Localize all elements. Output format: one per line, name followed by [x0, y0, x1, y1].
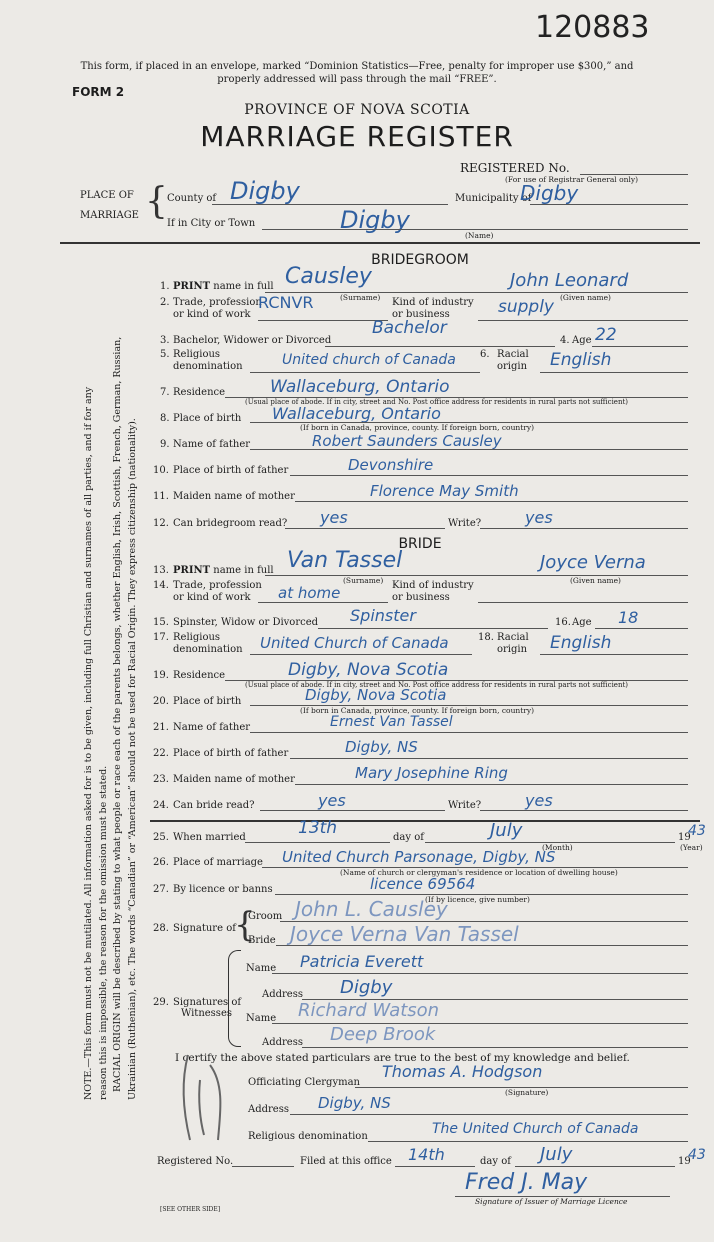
filed-day: 14th: [408, 1145, 445, 1164]
city-label: If in City or Town: [167, 218, 256, 229]
witness-1-name-label: Name: [246, 963, 277, 974]
row-17-number: 17.: [153, 632, 169, 643]
row-15-number: 15.: [153, 617, 169, 628]
top-notice-line-1: This form, if placed in an envelope, marked “Dominion Statistics—Free, penalty for improper use $300,” and: [80, 61, 634, 72]
clergy-address-label: Address: [248, 1104, 289, 1115]
groom-signature-label: Groom: [248, 911, 283, 922]
signature-brace: {: [234, 905, 256, 945]
bride-surname: Van Tassel: [287, 548, 403, 573]
groom-industry-label-b: or business: [392, 309, 450, 320]
married-year-prefix: 19: [678, 832, 691, 843]
bride-trade-label: Trade, profession: [173, 580, 262, 591]
filed-label: Filed at this office: [300, 1156, 392, 1167]
bridegroom-heading: BRIDEGROOM: [371, 252, 469, 268]
bride-age-label: Age: [572, 617, 592, 628]
groom-name-label: PRINT name in full: [173, 281, 274, 292]
row-18-number: 18.: [478, 632, 494, 643]
surname-caption: (Surname): [340, 293, 381, 302]
side-notes: [82, 336, 152, 1101]
filed-day-of-label: day of: [480, 1156, 511, 1167]
bride-status-value: Spinster: [350, 606, 416, 625]
bride-mother-label: Maiden name of mother: [173, 774, 295, 785]
issuer-signature: Fred J. May: [465, 1170, 588, 1195]
bride-read-value: yes: [318, 791, 346, 810]
given-name-caption: (Given name): [560, 293, 611, 302]
groom-racial-label-b: origin: [497, 361, 528, 372]
groom-residence-value: Wallaceburg, Ontario: [270, 377, 450, 397]
signature-of-label: Signature of: [173, 923, 236, 934]
groom-birthplace-caption: (If born in Canada, province, county. If foreign born, country): [300, 423, 534, 432]
row-3-number: 3.: [160, 335, 170, 346]
bride-signature: Joyce Verna Van Tassel: [290, 922, 519, 946]
groom-age-label: Age: [572, 335, 592, 346]
witness-1-name: Patricia Everett: [300, 952, 424, 971]
certify-statement: I certify the above stated particulars are true to the best of my knowledge and belief.: [175, 1052, 630, 1064]
groom-status-label: Bachelor, Widower or Divorced: [173, 335, 332, 346]
top-notice-line-2: properly addressed will pass through the mail “FREE”.: [217, 74, 497, 85]
row-16-number: 16.: [555, 617, 571, 628]
bride-given-caption: (Given name): [570, 576, 621, 585]
bride-father-value: Ernest Van Tassel: [330, 714, 453, 730]
licence-label: By licence or banns: [173, 884, 273, 895]
bride-signature-label: Bride: [248, 935, 276, 946]
groom-religion-label: Religious: [173, 349, 221, 360]
row-22-number: 22.: [153, 748, 169, 759]
groom-industry-label: Kind of industry: [392, 297, 474, 308]
bride-residence-value: Digby, Nova Scotia: [288, 660, 449, 680]
groom-trade-label-b: or kind of work: [173, 309, 251, 320]
groom-father-birthplace-value: Devonshire: [348, 456, 434, 474]
married-day: 13th: [298, 818, 338, 838]
year-caption: (Year): [680, 843, 703, 852]
footer-registered-label: Registered No.: [157, 1156, 234, 1167]
groom-mother-label: Maiden name of mother: [173, 491, 295, 502]
place-caption: (Name of church or clergyman's residence or location of dwelling house): [340, 868, 618, 877]
witness-1-address-label: Address: [262, 989, 303, 1000]
groom-trade-label: Trade, profession: [173, 297, 262, 308]
bride-status-label: Spinster, Widow or Divorced: [173, 617, 319, 628]
groom-father-value: Robert Saunders Causley: [312, 432, 502, 450]
name-caption: (Name): [465, 231, 494, 240]
row-20-number: 20.: [153, 696, 169, 707]
groom-racial-value: English: [550, 350, 612, 370]
bride-religion-label-b: denomination: [173, 644, 243, 655]
married-month: July: [490, 820, 523, 841]
county-label: County of: [167, 193, 217, 204]
row-14-number: 14.: [153, 580, 169, 591]
row-1-number: 1.: [160, 281, 170, 292]
filed-month: July: [540, 1144, 573, 1165]
stamp-number: 120883: [535, 10, 650, 45]
row-26-number: 26.: [153, 857, 169, 868]
day-of-label: day of: [393, 832, 424, 843]
groom-birthplace-value: Wallaceburg, Ontario: [272, 404, 441, 423]
city-value: Digby: [340, 206, 410, 234]
groom-residence-caption: (Usual place of abode. If in city, street and No. Post office address for residents in rural parts not sufficient): [245, 398, 628, 406]
bride-residence-caption: (Usual place of abode. If in city, street and No. Post office address for residents in rural parts not sufficient): [245, 681, 628, 689]
document-title: MARRIAGE REGISTER: [200, 120, 514, 153]
groom-father-label: Name of father: [173, 439, 251, 450]
bride-birthplace-label: Place of birth: [173, 696, 242, 707]
municipality-value: Digby: [520, 181, 579, 205]
groom-write-label: Write?: [448, 518, 482, 529]
bride-mother-value: Mary Josephine Ring: [355, 764, 508, 782]
groom-mother-value: Florence May Smith: [370, 482, 519, 500]
bride-surname-caption: (Surname): [343, 576, 384, 585]
bride-birthplace-value: Digby, Nova Scotia: [305, 686, 447, 704]
clergy-address-value: Digby, NS: [318, 1094, 391, 1112]
row-11-number: 11.: [153, 491, 169, 502]
month-caption: (Month): [542, 843, 573, 852]
side-note-3: RACIAL ORIGIN will be described by stating to what people or race each of the parents belongs, whether English, Irish, Scottish, French, German, Russian,: [112, 336, 123, 1092]
married-year: 43: [688, 823, 706, 839]
row-12-number: 12.: [153, 518, 169, 529]
see-other-side: [SEE OTHER SIDE]: [160, 1206, 221, 1213]
bride-trade-label-b: or kind of work: [173, 592, 251, 603]
bride-read-label: Can bride read?: [173, 800, 255, 811]
bride-trade-value: at home: [278, 584, 341, 602]
groom-trade-value: RCNVR: [258, 293, 314, 312]
row-28-number: 28.: [153, 923, 169, 934]
side-note-1: NOTE.—This form must not be mutilated. All information asked for is to be given, including full Christian and surnames of all parties, and if for any: [83, 386, 94, 1100]
witness-2-name: Richard Watson: [298, 1000, 440, 1021]
issuer-caption: Signature of Issuer of Marriage Licence: [475, 1197, 628, 1206]
bride-father-birthplace-label: Place of birth of father: [173, 748, 289, 759]
row-2-number: 2.: [160, 297, 170, 308]
groom-surname: Causley: [285, 264, 372, 289]
row-5-number: 5.: [160, 349, 170, 360]
groom-birthplace-label: Place of birth: [173, 413, 242, 424]
row-27-number: 27.: [153, 884, 169, 895]
row-10-number: 10.: [153, 465, 169, 476]
row-6-number: 6.: [480, 349, 490, 360]
registered-no-label: REGISTERED No.: [460, 161, 570, 175]
bride-age-value: 18: [618, 608, 639, 627]
row-24-number: 24.: [153, 800, 169, 811]
licence-value: licence 69564: [370, 875, 476, 893]
groom-write-value: yes: [525, 508, 553, 527]
bride-racial-value: English: [550, 633, 612, 653]
place-of-marriage-label: Place of marriage: [173, 857, 263, 868]
bride-given-name: Joyce Verna: [540, 552, 646, 573]
form-number: FORM 2: [72, 85, 125, 99]
clergy-denomination-label: Religious denomination: [248, 1131, 368, 1142]
officiating-clergyman-label: Officiating Clergyman: [248, 1077, 360, 1088]
row-21-number: 21.: [153, 722, 169, 733]
registrar-use-caption: (For use of Registrar General only): [505, 175, 639, 184]
county-value: Digby: [230, 177, 300, 205]
top-notice: [0, 60, 714, 86]
row-19-number: 19.: [153, 670, 169, 681]
witness-1-address: Digby: [340, 977, 393, 998]
bride-name-label: PRINT name in full: [173, 565, 274, 576]
bride-birthplace-caption: (If born in Canada, province, county. If foreign born, country): [300, 706, 534, 715]
row-23-number: 23.: [153, 774, 169, 785]
bride-industry-label-b: or business: [392, 592, 450, 603]
row-8-number: 8.: [160, 413, 170, 424]
row-9-number: 9.: [160, 439, 170, 450]
bride-religion-value: United Church of Canada: [260, 634, 449, 652]
groom-religion-label-b: denomination: [173, 361, 243, 372]
bride-write-value: yes: [525, 791, 553, 810]
municipality-label: Municipality of: [455, 193, 532, 204]
officiating-clergyman-value: Thomas A. Hodgson: [382, 1062, 543, 1081]
groom-age-value: 22: [595, 325, 617, 345]
bride-religion-label: Religious: [173, 632, 221, 643]
witness-label: Signatures of: [173, 997, 242, 1008]
registrar-initials-mark: [170, 1045, 240, 1145]
groom-industry-value: supply: [498, 297, 554, 317]
place-brace: {: [145, 181, 168, 222]
marriage-label: MARRIAGE: [80, 210, 139, 221]
witness-2-name-label: Name: [246, 1013, 277, 1024]
groom-status-value: Bachelor: [372, 318, 447, 338]
groom-residence-label: Residence: [173, 387, 226, 398]
filed-year: 43: [688, 1147, 706, 1163]
groom-read-label: Can bridegroom read?: [173, 518, 288, 529]
licence-caption: (If by licence, give number): [425, 895, 530, 904]
side-note-4: Ukrainian (Ruthenian), etc. The words “Canadian” or “American” should not be used for Racial Origin. They express citizenship (nationality).: [126, 418, 138, 1100]
witness-2-address-label: Address: [262, 1037, 303, 1048]
when-married-label: When married: [173, 832, 246, 843]
groom-read-value: yes: [320, 508, 348, 527]
witness-2-address: Deep Brook: [330, 1024, 436, 1045]
bride-racial-label-b: origin: [497, 644, 528, 655]
province-heading: PROVINCE OF NOVA SCOTIA: [244, 102, 470, 118]
clergy-denomination-value: The United Church of Canada: [432, 1121, 639, 1137]
clergy-signature-caption: (Signature): [505, 1088, 549, 1097]
row-7-number: 7.: [160, 387, 170, 398]
bride-write-label: Write?: [448, 800, 482, 811]
bride-industry-label: Kind of industry: [392, 580, 474, 591]
groom-given-name: John Leonard: [510, 270, 629, 291]
place-of-marriage-value: United Church Parsonage, Digby, NS: [282, 848, 556, 866]
groom-religion-value: United church of Canada: [282, 352, 456, 368]
row-29-number: 29.: [153, 997, 169, 1008]
place-of-label: PLACE OF: [80, 190, 134, 201]
bride-residence-label: Residence: [173, 670, 226, 681]
groom-signature: John L. Causley: [295, 897, 448, 921]
filed-year-prefix: 19: [678, 1156, 691, 1167]
bride-heading: BRIDE: [398, 536, 442, 552]
bride-father-label: Name of father: [173, 722, 251, 733]
groom-racial-label: Racial: [497, 349, 529, 360]
groom-father-birthplace-label: Place of birth of father: [173, 465, 289, 476]
bride-racial-label: Racial: [497, 632, 529, 643]
witness-label-b: Witnesses: [181, 1008, 232, 1019]
bride-father-birthplace-value: Digby, NS: [345, 738, 418, 756]
row-25-number: 25.: [153, 832, 169, 843]
side-note-2: reason this is impossible, the reason for the omission must be stated.: [97, 765, 109, 1100]
row-4-number: 4.: [560, 335, 570, 346]
row-13-number: 13.: [153, 565, 169, 576]
